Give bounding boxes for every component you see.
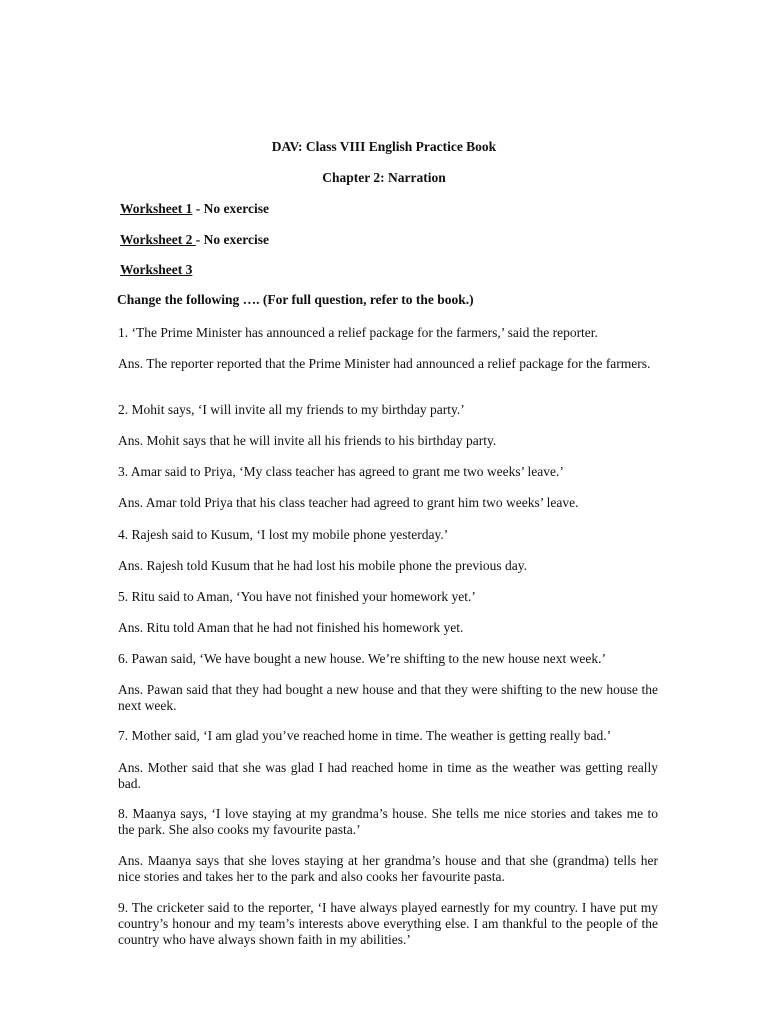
answer-4: Ans. Rajesh told Kusum that he had lost his mobile phone the previous day.: [118, 558, 527, 573]
answer-1: Ans. The reporter reported that the Prime Minister had announced a relief package for the farmers.: [118, 356, 651, 371]
worksheet-1-heading: [120, 201, 269, 217]
worksheet-1-note: - No exercise: [192, 201, 269, 216]
question-5: 5. Ritu said to Aman, ‘You have not finished your homework yet.’: [118, 589, 476, 604]
question-7: 7. Mother said, ‘I am glad you’ve reached home in time. The weather is getting really bad.’: [118, 728, 612, 743]
question-9: 9. The cricketer said to the reporter, ‘I have always played earnestly for my country. I have put my country’s honour and my team’s interests above everything else. I am thankful to the people of the country who have always shown faith in my abilities.’: [118, 900, 658, 947]
question-1: 1. ‘The Prime Minister has announced a relief package for the farmers,’ said the reporter.: [118, 325, 598, 340]
question-2: 2. Mohit says, ‘I will invite all my friends to my birthday party.’: [118, 402, 465, 417]
answer-5: Ans. Ritu told Aman that he had not finished his homework yet.: [118, 620, 464, 635]
instruction-text: Change the following …. (For full question, refer to the book.): [117, 292, 474, 307]
answer-3: Ans. Amar told Priya that his class teacher had agreed to grant him two weeks’ leave.: [118, 495, 579, 510]
worksheet-2-note: - No exercise: [195, 232, 269, 247]
answer-2: Ans. Mohit says that he will invite all his friends to his birthday party.: [118, 433, 497, 448]
answer-8: Ans. Maanya says that she loves staying at her grandma’s house and that she (grandma) tells her nice stories and takes her to the park and also cooks her favourite pasta.: [118, 853, 658, 884]
question-4: 4. Rajesh said to Kusum, ‘I lost my mobile phone yesterday.’: [118, 527, 449, 542]
question-3: 3. Amar said to Priya, ‘My class teacher has agreed to grant me two weeks’ leave.’: [118, 464, 564, 479]
worksheet-1-label: Worksheet 1: [120, 201, 193, 216]
question-6: 6. Pawan said, ‘We have bought a new house. We’re shifting to the new house next week.’: [118, 651, 606, 666]
answer-6: Ans. Pawan said that they had bought a new house and that they were shifting to the new house the next week.: [118, 682, 658, 713]
page-title: DAV: Class VIII English Practice Book: [271, 139, 497, 154]
answer-7: Ans. Mother said that she was glad I had reached home in time as the weather was getting really bad.: [118, 760, 658, 791]
worksheet-3-heading: [120, 262, 192, 278]
worksheet-2-label: Worksheet 2: [120, 232, 196, 247]
chapter-heading: Chapter 2: Narration: [322, 170, 446, 185]
question-8: 8. Maanya says, ‘I love staying at my grandma’s house. She tells me nice stories and takes me to the park. She also cooks my favourite pasta.’: [118, 806, 658, 837]
worksheet-3-label: Worksheet 3: [120, 262, 193, 277]
worksheet-2-heading: [120, 232, 269, 248]
